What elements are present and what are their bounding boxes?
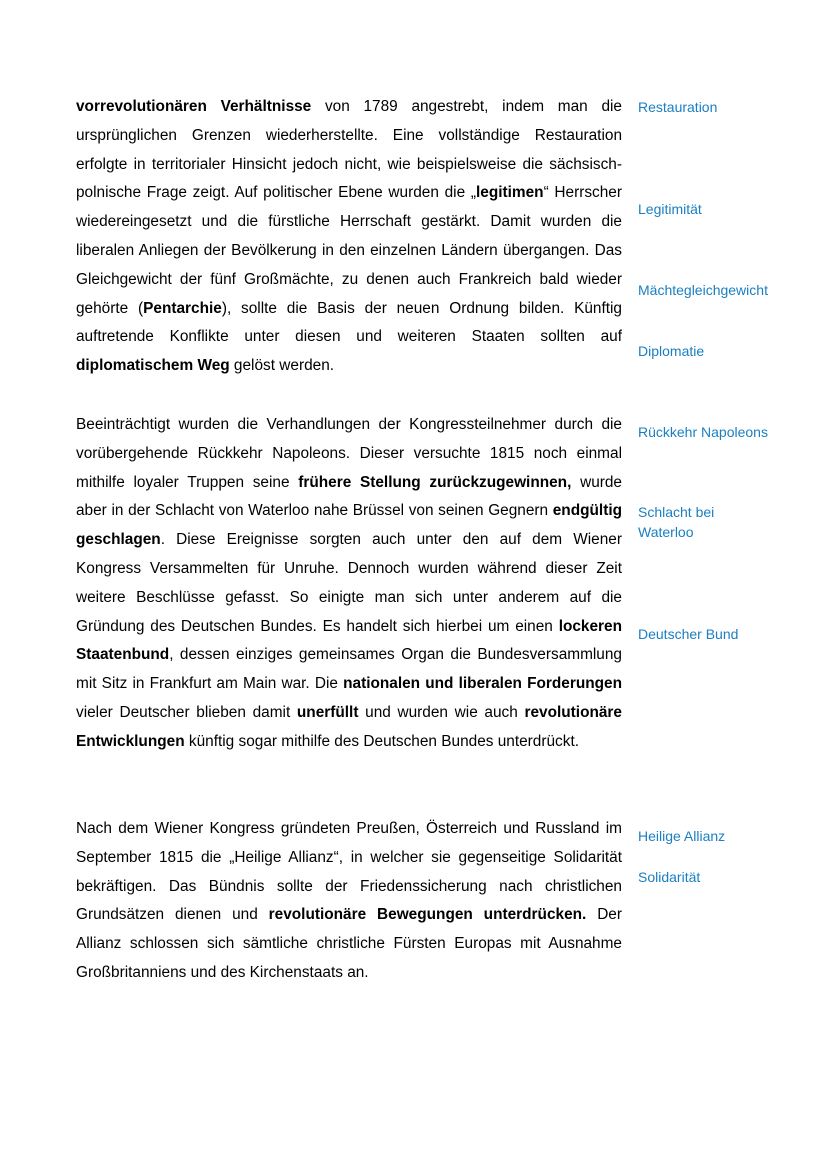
bold-term: nationalen und liberalen Forderungen <box>343 675 622 693</box>
margin-note-diplomatie: Diplomatie <box>638 343 705 359</box>
margin-note-rueckkehr-napoleons: Rückkehr Napoleons <box>638 424 768 440</box>
margin-note-heilige-allianz: Heilige Allianz <box>638 828 726 844</box>
margin-note-maechtegleichgewicht: Mächtegleichgewicht <box>638 282 768 298</box>
text-run: künftig sogar mithilfe des Deutschen Bundes unterdrückt. <box>184 732 579 750</box>
text-run: Beeinträchtigt wurden die Verhandlungen der Kongressteilnehmer durch die vorübergehende Rückkehr Napoleons. Dieser versuchte 1815 noch einmal mithilfe loyaler Truppen seine <box>76 416 622 491</box>
bold-term: revolutionäre Bewegungen unterdrücken. <box>268 906 587 924</box>
paragraph-holy-alliance <box>76 815 622 988</box>
margin-note-deutscher-bund: Deutscher Bund <box>638 626 739 642</box>
bold-term: vorrevolutionären Verhältnisse <box>76 98 312 115</box>
margin-note-solidaritaet: Solidarität <box>638 869 701 885</box>
margin-note-schlacht-bei-waterloo: Schlacht bei Waterloo <box>638 504 715 540</box>
bold-term: lockeren Staatenbund <box>76 617 622 664</box>
bold-term: frühere Stellung zurückzugewinnen, <box>298 473 572 491</box>
text-run: und wurden wie auch <box>358 703 525 721</box>
text-run: von 1789 angestrebt, indem man die ursprünglichen Grenzen wiederherstellte. Eine vollständige Restauration erfolgte in territorialer Hinsicht jedoch nicht, wie beispielsweise die sächsisch-polnische Frage zeigt. Auf politischer Ebene wurden die „ <box>76 98 622 202</box>
text-run: Der Allianz schlossen sich sämtliche christliche Fürsten Europas mit Ausnahme Großbritanniens und des Kirchenstaats an. <box>76 906 622 981</box>
paragraph-restoration <box>76 93 622 381</box>
text-run: “ Herrscher wiedereingesetzt und die fürstliche Herrschaft gestärkt. Damit wurden die liberalen Anliegen der Bevölkerung in den einzelnen Ländern übergangen. Das Gleichgewicht der fünf Großmächte, zu denen auch Frankreich bald wieder gehörte ( <box>76 184 622 317</box>
bold-term: legitimen <box>476 184 544 202</box>
bold-term: revolutionäre Entwicklungen <box>76 703 622 750</box>
text-run: , dessen einziges gemeinsames Organ die Bundesversammlung mit Sitz in Frankfurt am Main war. Die <box>76 646 622 693</box>
text-run: wurde aber in der Schlacht von Waterloo nahe Brüssel von seinen Gegnern <box>76 473 622 520</box>
text-run: ), sollte die Basis der neuen Ordnung bilden. Künftig auftretende Konflikte unter diesen und weiteren Staaten sollten auf <box>76 299 622 346</box>
text-run: Nach dem Wiener Kongress gründeten Preußen, Österreich und Russland im September 1815 die „Heilige Allianz“, in welcher sie gegenseitige Solidarität bekräftigen. Das Bündnis sollte der Friedenssicherung nach christlichen Grundsätzen dienen und <box>76 820 622 924</box>
text-run: . Diese Ereignisse sorgten auch unter den auf dem Wiener Kongress Versammelten für Unruhe. Dennoch wurden während dieser Zeit weitere Beschlüsse gefasst. So einigte man sich unter anderem auf die Gründung des Deutschen Bundes. Es handelt sich hierbei um einen <box>76 531 622 635</box>
margin-note-restauration: Restauration <box>638 99 718 115</box>
bold-term: unerfüllt <box>296 703 359 721</box>
bold-term: endgültig geschlagen <box>76 502 622 549</box>
text-run: vieler Deutscher blieben damit <box>76 703 297 721</box>
margin-note-legitimitaet: Legitimität <box>638 201 702 217</box>
bold-term: Pentarchie <box>143 299 222 317</box>
text-run: gelöst werden. <box>229 357 335 375</box>
bold-term: diplomatischem Weg <box>76 357 230 375</box>
paragraph-napoleon-return <box>76 411 622 757</box>
